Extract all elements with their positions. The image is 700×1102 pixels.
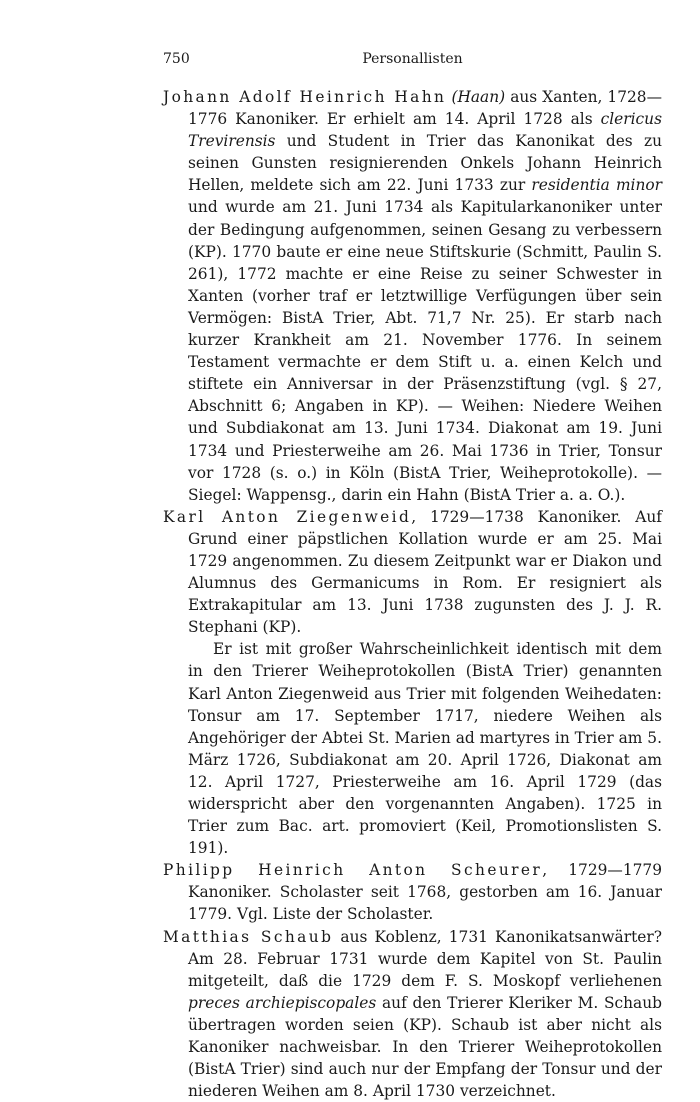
entry-paragraph <box>163 506 662 639</box>
italic-phrase: residentia minor <box>531 176 662 195</box>
italic-phrase: preces archiepiscopales <box>188 993 377 1012</box>
text-run: Er ist mit großer Wahrscheinlichkeit identisch mit dem in den Trierer Weiheprotokollen (BistA Trier) genannten Karl Anton Ziegenweid aus Trier mit folgenden Weihedaten: Tonsur am 17. September 1717, niedere Weihen als Angehöriger der Abtei St. Marien ad martyres in Trier am 5. März 1726, Subdiakonat am 20. April 1726, Diakonat am 12. April 1727, Priesterweihe am 16. April 1729 (das widerspricht aber den vorgenannten Angaben). 1725 in Trier zum Bac. art. promoviert (Keil, Promotionslisten S. 191). <box>188 640 662 858</box>
running-title: Personallisten <box>362 51 463 67</box>
italic-phrase: (Haan) <box>451 88 506 106</box>
entry-name: Philipp Heinrich Anton Scheurer <box>163 861 543 880</box>
running-head <box>163 50 662 68</box>
entry-continuation <box>163 638 662 859</box>
entry-paragraph <box>163 86 662 506</box>
text-run: und wurde am 21. Juni 1734 als Kapitularkanoniker unter der Bedingung aufgenommen, seinen Gesang zu verbessern (KP). 1770 baute er eine neue Stiftskurie (Schmitt, Paulin S. 261), 1772 machte er eine Reise zu seiner Schwester in Xanten (vorher traf er letztwillige Verfügungen über sein Vermögen: BistA Trier, Abt. 71,7 Nr. 25). Er starb nach kurzer Krankheit am 21. November 1776. In seinem Testament vermachte er dem Stift u. a. einen Kelch und stiftete ein Anniversar in der Präsenzstiftung (vgl. § 27, Abschnitt 6; Angaben in KP). — Weihen: Niedere Weihen und Subdiakonat am 13. Juni 1734. Diakonat am 19. Juni 1734 und Priesterweihe am 26. Mai 1736 in Trier, Tonsur vor 1728 (s. o.) in Köln (BistA Trier, Weiheprotokolle). — Siegel: Wappensg., darin ein Hahn (BistA Trier a. a. O.). <box>188 198 662 504</box>
text-run: und Student in Trier das Kanonikat des zu seinen Gunsten resignierenden Onkels Johann Heinrich Hellen, meldete sich am 22. Juni 1733 zur <box>188 132 662 195</box>
text-run: , 1729—1738 Kanoniker. Auf Grund einer päpstlichen Kollation wurde er am 25. Mai 1729 angenommen. Zu diesem Zeitpunkt war er Diakon und Alumnus des Germanicums in Rom. Er resigniert als Extrakapitular am 13. Juni 1738 zugunsten des J. J. R. Stephani (KP). <box>188 507 662 637</box>
text-run: , 1729—1779 Kanoniker. Scholaster seit 1768, gestorben am 16. Januar 1779. Vgl. Liste der Scholaster. <box>188 861 662 924</box>
entry-paragraph <box>163 926 662 1102</box>
entry-name: Matthias Schaub <box>163 927 334 946</box>
entry-list <box>163 86 662 1102</box>
text-run: auf den Trierer Kleriker M. Schaub übertragen worden seien (KP). Schaub ist aber nicht als Kanoniker nachweisbar. In den Trierer Weiheprotokollen (BistA Trier) sind auch nur der Empfang der Tonsur und der niederen Weihen am 8. April 1730 verzeichnet. <box>188 993 662 1101</box>
entry-name: Karl Anton Ziegenweid <box>163 507 412 526</box>
text-run: aus Xanten, 1728—1776 Kanoniker. Er erhielt am 14. April 1728 als <box>188 88 662 129</box>
italic-phrase: clericus Trevirensis <box>188 110 662 151</box>
entry-paragraph <box>163 859 662 925</box>
text-run: aus Koblenz, 1731 Kanonikatsanwärter? Am 28. Februar 1731 wurde dem Kapitel von St. Paulin mitgeteilt, daß die 1729 dem F. S. Moskopf verliehenen <box>188 927 662 990</box>
entry-name: Johann Adolf Heinrich Hahn <box>163 88 447 106</box>
page-number: 750 <box>163 51 190 67</box>
